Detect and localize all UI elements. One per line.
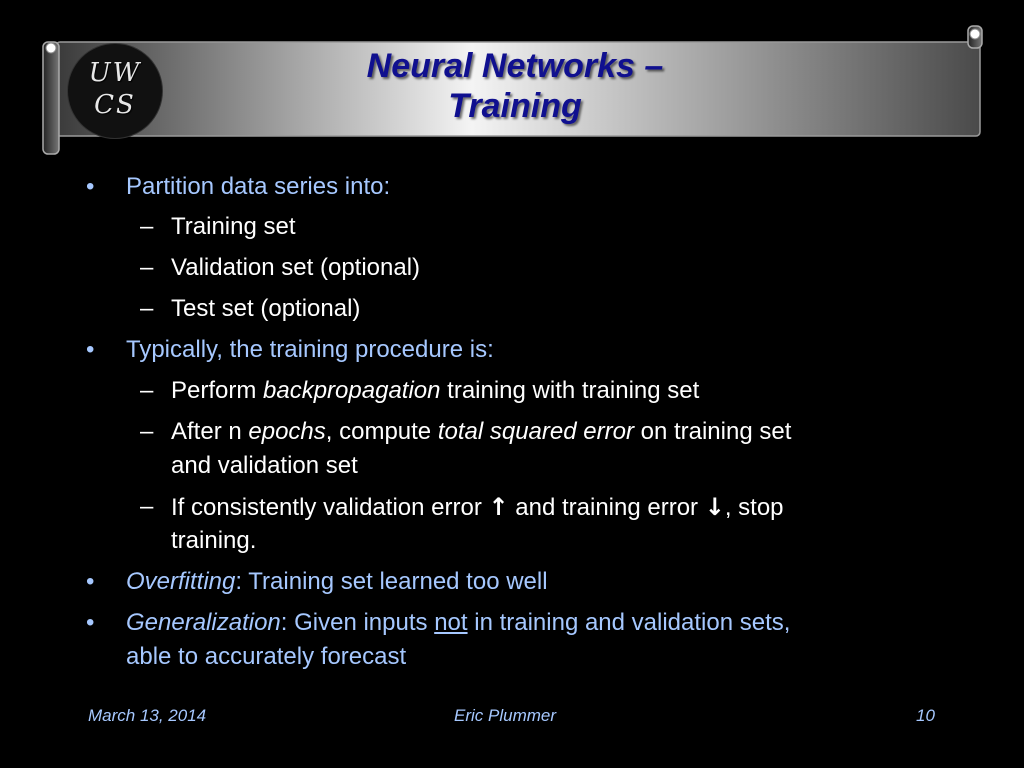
dash-marker: – [140,295,154,322]
arrow-up-icon: ↑ [488,493,509,521]
title-line-1: Neural Networks – [366,47,664,85]
bullet-overfitting [86,565,986,599]
text-segment: , stop [724,494,784,521]
subbullet-text: Training set [171,213,296,240]
subbullet-text [171,490,784,525]
subbullet-test-set [140,292,980,326]
bullet-text: Typically, the training procedure is: [126,336,494,363]
footer-page-number: 10 [916,706,935,725]
text-segment: : Training set learned too well [235,568,548,595]
text-segment: : Given inputs [280,609,435,636]
emphasis-generalization: Generalization [126,609,281,636]
title-line-2: Training [448,87,582,125]
dash-marker: – [140,254,154,281]
underlined-not: not [434,609,468,636]
text-segment: on training set [633,418,792,445]
bullet-text [126,606,790,640]
dash-marker: – [140,213,154,240]
bullet-partition [86,170,986,204]
text-segment: Perform [171,377,264,404]
text-segment: training with training set [440,377,700,404]
emphasis-epochs: epochs [248,418,326,445]
bullet-marker: • [86,568,95,595]
bullet-text [126,565,548,599]
bullet-text-line-2: able to accurately forecast [126,643,407,670]
subbullet-epochs [140,415,980,483]
text-segment: , compute [325,418,438,445]
subbullet-stop-training [140,490,980,558]
dash-marker: – [140,377,154,404]
dash-marker: – [140,493,154,520]
emphasis-overfitting: Overfitting [126,568,236,595]
subbullet-validation-set [140,251,980,285]
text-segment: After n [171,418,249,445]
subbullet-text [171,374,699,408]
bullet-marker: • [86,173,95,200]
subbullet-text-line-2: training. [171,527,257,554]
subbullet-backpropagation [140,374,980,408]
emphasis-total-squared-error: total squared error [437,418,634,445]
bullet-marker: • [86,336,95,363]
text-segment: in training and validation sets, [467,609,791,636]
subbullet-text-line-2: and validation set [171,452,358,479]
arrow-down-icon: ↓ [704,493,725,521]
logo-line-2: CS [94,90,136,120]
dash-marker: – [140,418,154,445]
text-segment: and training error [508,494,705,521]
bullet-marker: • [86,609,95,636]
logo-line-1: UW [88,58,142,88]
subbullet-text: Test set (optional) [171,295,361,322]
footer-date: March 13, 2014 [88,706,207,725]
bullet-training-procedure [86,333,986,367]
subbullet-text [171,415,791,449]
bullet-text: Partition data series into: [126,173,391,200]
emphasis-backpropagation: backpropagation [263,377,441,404]
text-segment: If consistently validation error [171,494,489,521]
subbullet-text: Validation set (optional) [171,254,421,281]
bullet-generalization [86,606,986,674]
footer-author: Eric Plummer [454,706,557,725]
subbullet-training-set [140,210,980,244]
